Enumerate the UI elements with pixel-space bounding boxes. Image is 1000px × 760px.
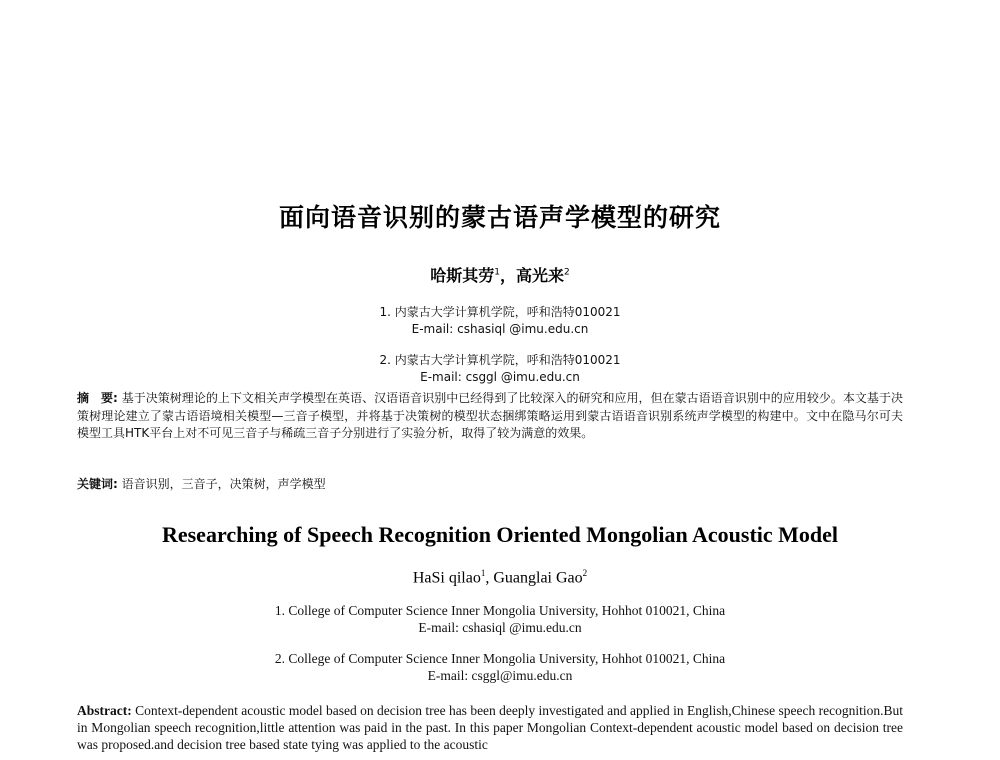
author-2-name: 高光来 <box>516 266 565 285</box>
affiliation-line: 1. 内蒙古大学计算机学院，呼和浩特010021 <box>379 305 621 319</box>
title-english: Researching of Speech Recognition Oriented Mongolian Acoustic Model <box>161 522 839 547</box>
affiliation-line: 2. College of Computer Science Inner Mongolia University, Hohhot 010021, China <box>274 651 726 666</box>
author-separator: ， <box>499 266 516 285</box>
affiliation-email: E-mail: cshasiql @imu.edu.cn <box>411 322 589 336</box>
affiliation-line: 1. College of Computer Science Inner Mongolia University, Hohhot 010021, China <box>274 603 726 618</box>
affiliation-email: E-mail: csggl@imu.edu.cn <box>427 668 573 683</box>
author-separator: , <box>485 569 494 587</box>
authors-english <box>0 568 1000 587</box>
author-2-name: Guanglai Gao <box>493 569 583 587</box>
affiliation-1-english <box>0 602 1000 636</box>
abstract-text: 基于决策树理论的上下文相关声学模型在英语、汉语语音识别中已经得到了比较深入的研究和应用，但在蒙古语语音识别中的应用较少。本文基于决策树理论建立了蒙古语语境相关模型—三音子模型，并将基于决策树的模型状态捆绑策略运用到蒙古语语音识别系统声学模型的构建中。文中在隐马尔可夫模型工具HTK平台上对不可见三音子与稀疏三音子分别进行了实验分析，取得了较为满意的效果。 <box>77 391 903 440</box>
abstract-text: Context-dependent acoustic model based on decision tree has been deeply investigated and applied in English,Chinese speech recognition.But in Mongolian speech recognition,little attention was paid in the past. In this paper Mongolian Context-dependent acoustic model based on decision tree was proposed.and decision tree based state tying was applied to the acoustic <box>77 703 903 752</box>
abstract-chinese <box>77 390 903 443</box>
author-2-sup: 2 <box>564 267 570 278</box>
title-chinese: 面向语音识别的蒙古语声学模型的研究 <box>278 203 721 232</box>
affiliation-2-chinese <box>0 352 1000 386</box>
keywords-text: 语音识别，三音子，决策树，声学模型 <box>121 477 326 491</box>
keywords-label: 关键词: <box>77 477 118 491</box>
abstract-english <box>77 702 903 753</box>
author-1-sup: 1 <box>494 267 500 278</box>
keywords-chinese <box>77 475 903 492</box>
affiliation-line: 2. 内蒙古大学计算机学院，呼和浩特010021 <box>379 353 621 367</box>
affiliation-1-chinese <box>0 304 1000 338</box>
author-1-sup: 1 <box>480 568 486 578</box>
abstract-label: Abstract: <box>77 703 132 718</box>
abstract-label: 摘 要: <box>77 391 118 405</box>
affiliation-2-english <box>0 650 1000 684</box>
author-1-name: HaSi qilao <box>412 569 481 587</box>
authors-chinese <box>0 263 1000 286</box>
author-1-name: 哈斯其劳 <box>430 266 495 285</box>
affiliation-email: E-mail: cshasiql @imu.edu.cn <box>418 620 582 635</box>
author-2-sup: 2 <box>582 568 588 578</box>
affiliation-email: E-mail: csggl @imu.edu.cn <box>420 370 580 384</box>
